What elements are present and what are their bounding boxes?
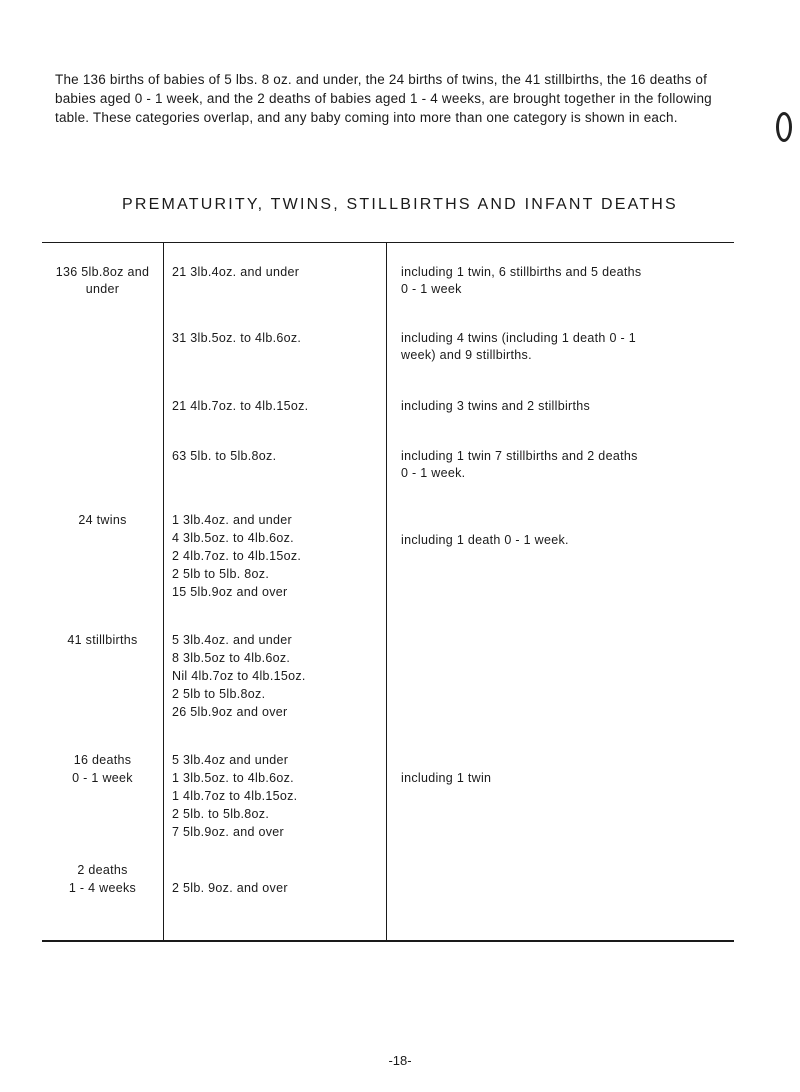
weight-item: 8 3lb.5oz to 4lb.6oz. — [172, 651, 291, 665]
table-title: PREMATURITY, TWINS, STILLBIRTHS AND INFANT DEATHS — [122, 196, 678, 213]
row-label-deaths-month-range: 1 - 4 weeks — [68, 881, 137, 895]
note-line: including 1 twin, 6 stillbirths and 5 deaths — [401, 265, 642, 279]
note-line: including 3 twins and 2 stillbirths — [401, 399, 591, 413]
weight-item: 26 5lb.9oz and over — [172, 705, 288, 719]
note-line: 0 - 1 week. — [401, 466, 466, 480]
weight-item: 31 3lb.5oz. to 4lb.6oz. — [172, 331, 302, 345]
row-label-stillbirths: 41 stillbirths — [67, 633, 138, 647]
row-label-premature: 136 5lb.8oz and under — [55, 265, 150, 296]
weight-item: 2 5lb to 5lb.8oz. — [172, 687, 266, 701]
weight-item: 1 4lb.7oz to 4lb.15oz. — [172, 789, 298, 803]
note-line: including 1 death 0 - 1 week. — [401, 533, 569, 547]
note-line: week) and 9 stillbirths. — [401, 348, 532, 362]
weight-item: 2 4lb.7oz. to 4lb.15oz. — [172, 549, 302, 563]
weight-item: 21 4lb.7oz. to 4lb.15oz. — [172, 399, 309, 413]
weight-item: 2 5lb. to 5lb.8oz. — [172, 807, 270, 821]
note-line: including 4 twins (including 1 death 0 - 1 — [401, 331, 636, 345]
weight-item: 21 3lb.4oz. and under — [172, 265, 300, 279]
row-label-deaths-week-range: 0 - 1 week — [72, 771, 133, 785]
weight-item: 63 5lb. to 5lb.8oz. — [172, 449, 277, 463]
weight-item: Nil 4lb.7oz to 4lb.15oz. — [172, 669, 306, 683]
note-line: 0 - 1 week — [401, 282, 462, 296]
weight-item: 15 5lb.9oz and over — [172, 585, 288, 599]
weight-item: 5 3lb.4oz and under — [172, 753, 289, 767]
column-divider-2 — [386, 242, 387, 942]
row-label-twins: 24 twins — [78, 513, 127, 527]
weight-item: 1 3lb.5oz. to 4lb.6oz. — [172, 771, 294, 785]
weight-item: 7 5lb.9oz. and over — [172, 825, 285, 839]
note-line: including 1 twin 7 stillbirths and 2 deaths — [401, 449, 638, 463]
weight-item: 1 3lb.4oz. and under — [172, 513, 292, 527]
column-divider-1 — [163, 242, 164, 942]
weight-item: 5 3lb.4oz. and under — [172, 633, 292, 647]
punch-hole-mark — [776, 112, 792, 142]
row-label-deaths-month: 2 deaths — [77, 863, 128, 877]
table-top-rule — [42, 242, 734, 243]
intro-paragraph: The 136 births of babies of 5 lbs. 8 oz. and under, the 24 births of twins, the 41 stillbirths, the 16 deaths of babies aged 0 - 1 week, and the 2 deaths of babies aged 1 - 4 weeks, are brought together in the following table. These categories overlap, and any baby coming into more than one category is shown in each. — [55, 72, 712, 125]
weight-item: 2 5lb. 9oz. and over — [172, 881, 288, 895]
weight-item: 4 3lb.5oz. to 4lb.6oz. — [172, 531, 294, 545]
row-label-deaths-week: 16 deaths — [73, 753, 132, 767]
weight-item: 2 5lb to 5lb. 8oz. — [172, 567, 270, 581]
table-bottom-rule — [42, 940, 734, 942]
note-line: including 1 twin — [401, 771, 492, 785]
page-number: -18- — [388, 1053, 412, 1068]
